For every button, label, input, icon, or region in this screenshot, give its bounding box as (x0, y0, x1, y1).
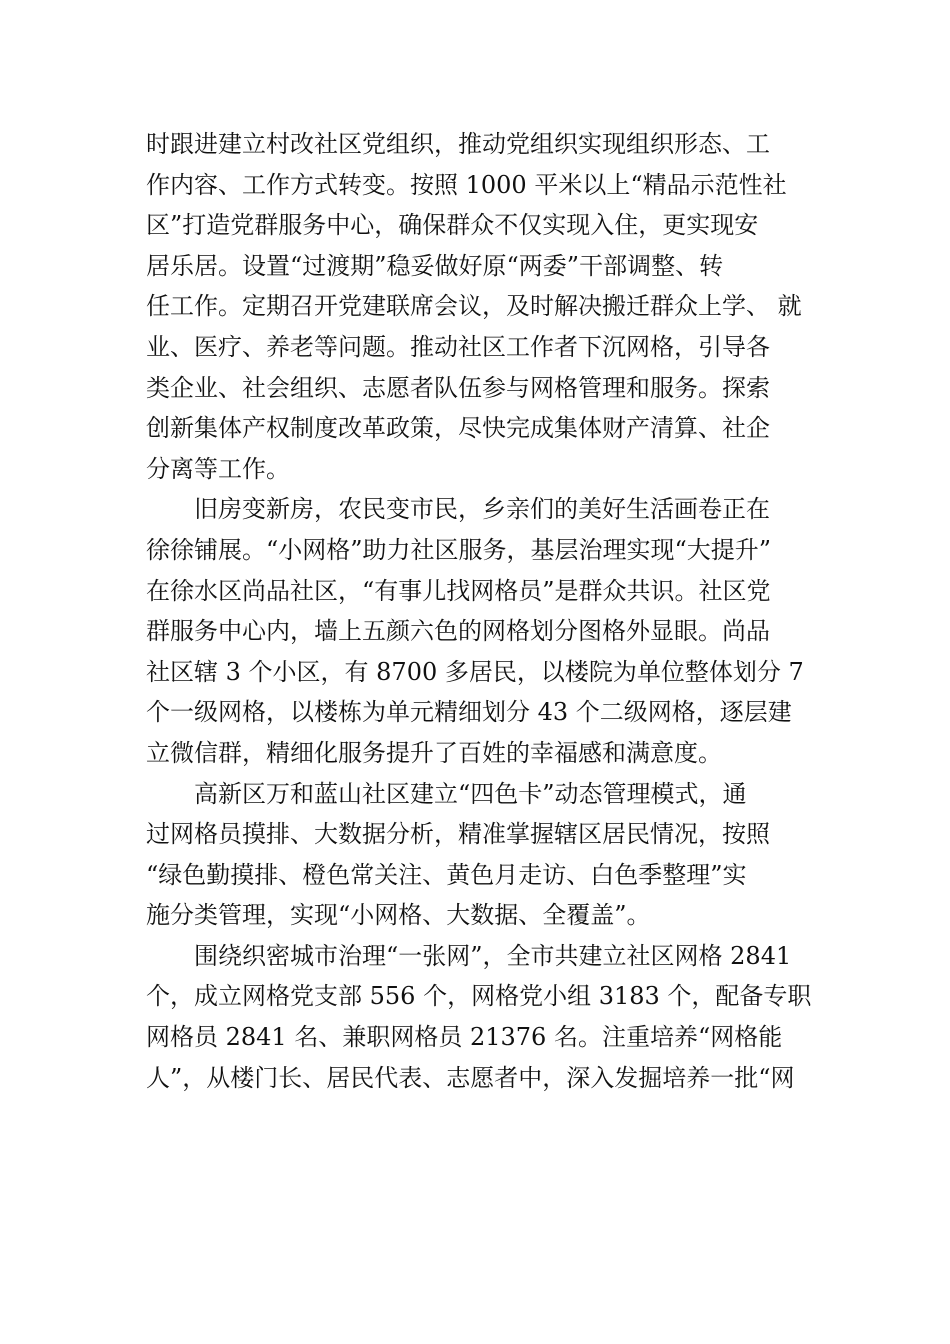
text-line: 创新集体产权制度改革政策，尽快完成集体财产清算、社企 (146, 414, 770, 443)
text-line: 个一级网格，以楼栋为单元精细划分 43 个二级网格，逐层建 (146, 698, 792, 727)
document-body (146, 124, 814, 1098)
text-line: 徐徐铺展。“小网格”助力社区服务，基层治理实现“大提升” (146, 535, 772, 564)
text-line: 在徐水区尚品社区，“有事儿找网格员”是群众共识。社区党 (146, 576, 771, 605)
text-line: 群服务中心内，墙上五颜六色的网格划分图格外显眼。尚品 (146, 617, 770, 646)
text-line: 作内容、工作方式转变。按照 1000 平米以上“精品示范性社 (146, 170, 787, 199)
text-line: 个，成立网格党支部 556 个，网格党小组 3183 个，配备专职 (146, 982, 812, 1011)
text-line: 任工作。定期召开党建联席会议，及时解决搬迁群众上学、 就 (146, 292, 802, 321)
paragraph-wanhe-lanshan (146, 774, 814, 936)
text-line: 居乐居。设置“过渡期”稳妥做好原“两委”干部调整、转 (146, 251, 724, 280)
text-line: 过网格员摸排、大数据分析，精准掌握辖区居民情况，按照 (146, 820, 770, 849)
text-line: 区”打造党群服务中心，确保群众不仅实现入住，更实现安 (146, 211, 759, 240)
text-line: 高新区万和蓝山社区建立“四色卡”动态管理模式，通 (194, 779, 747, 808)
text-line: “绿色勤摸排、橙色常关注、黄色月走访、白色季整理”实 (146, 860, 747, 889)
paragraph-continuation (146, 124, 814, 489)
text-line: 旧房变新房，农民变市民，乡亲们的美好生活画卷正在 (194, 495, 770, 524)
text-line: 网格员 2841 名、兼职网格员 21376 名。注重培养“网格能 (146, 1023, 783, 1052)
text-line: 人”，从楼门长、居民代表、志愿者中，深入发掘培养一批“网 (146, 1063, 795, 1092)
text-line: 围绕织密城市治理“一张网”，全市共建立社区网格 2841 (194, 941, 792, 970)
text-line: 分离等工作。 (146, 454, 290, 483)
text-line: 社区辖 3 个小区，有 8700 多居民，以楼院为单位整体划分 7 (146, 657, 804, 686)
paragraph-xushui-shangpin (146, 489, 814, 773)
paragraph-city-grid (146, 936, 814, 1098)
text-line: 施分类管理，实现“小网格、大数据、全覆盖”。 (146, 901, 651, 930)
text-line: 立微信群，精细化服务提升了百姓的幸福感和满意度。 (146, 738, 722, 767)
text-line: 时跟进建立村改社区党组织，推动党组织实现组织形态、工 (146, 130, 770, 158)
text-line: 类企业、社会组织、志愿者队伍参与网格管理和服务。探索 (146, 373, 770, 402)
text-line: 业、医疗、养老等问题。推动社区工作者下沉网格，引导各 (146, 332, 770, 361)
